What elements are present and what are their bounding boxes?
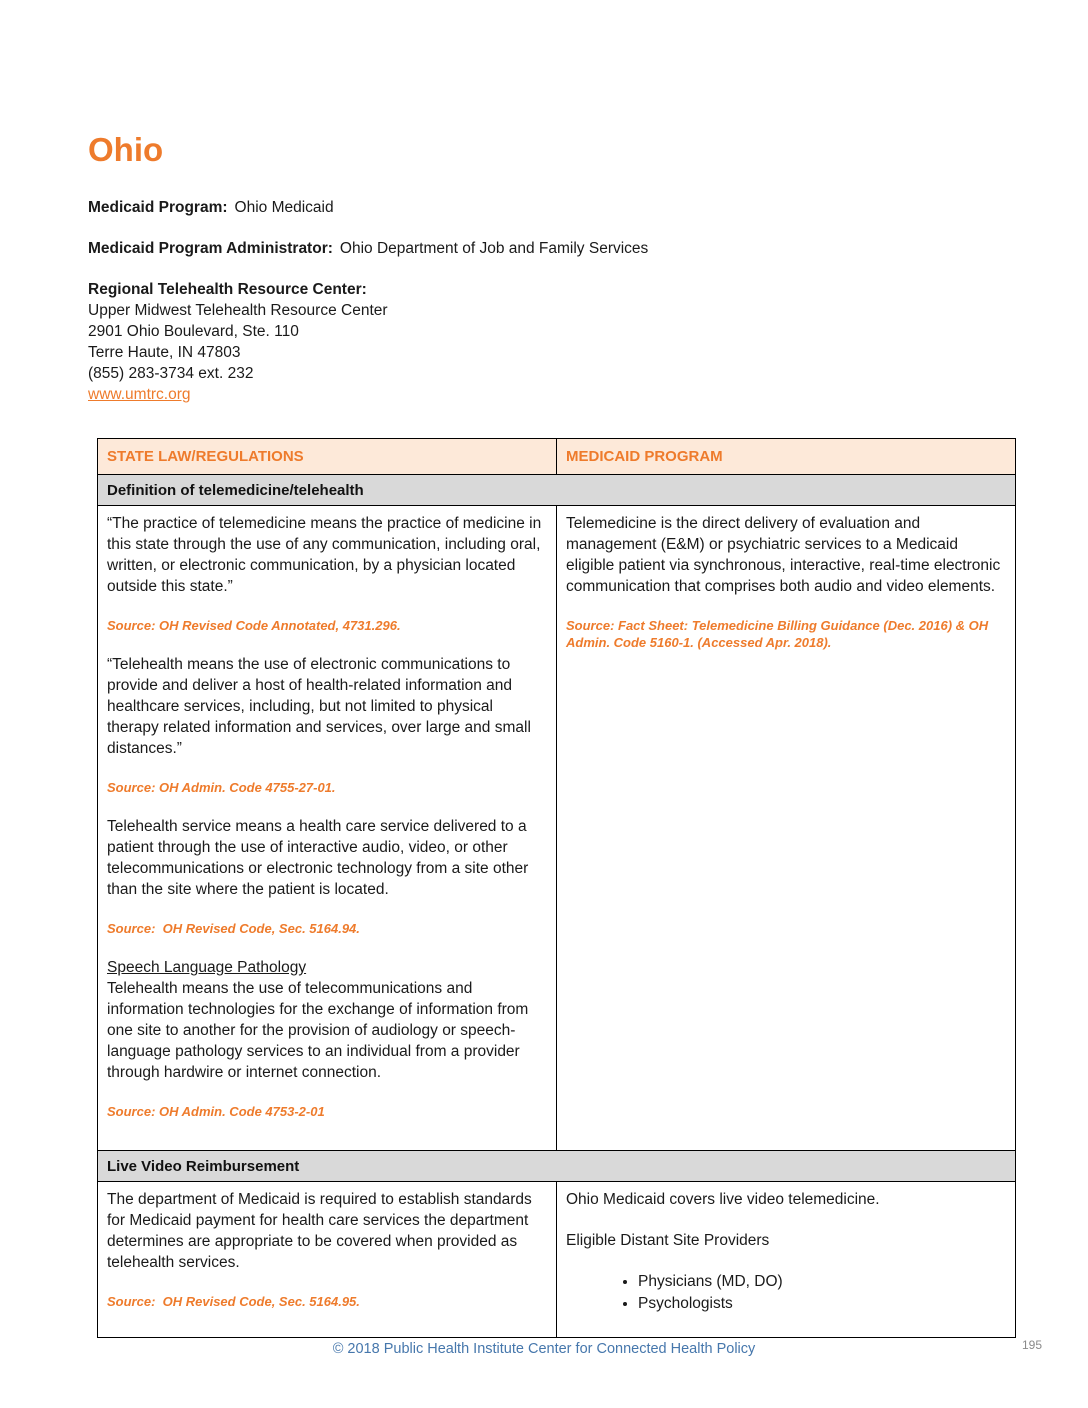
source-citation: Source: OH Revised Code Annotated, 4731.296. bbox=[107, 618, 401, 633]
live-video-state-law-cell bbox=[98, 1182, 557, 1338]
umtrc-link[interactable]: www.umtrc.org bbox=[88, 386, 191, 403]
paragraph: Ohio Medicaid covers live video telemedicine. bbox=[566, 1191, 880, 1208]
medicaid-program-label: Medicaid Program: bbox=[88, 199, 228, 216]
resource-center-phone: (855) 283-3734 ext. 232 bbox=[88, 365, 254, 382]
table-row bbox=[98, 1182, 1016, 1338]
page-title: Ohio bbox=[88, 131, 164, 168]
medicaid-program-value: Ohio Medicaid bbox=[234, 199, 334, 216]
resource-center-block bbox=[88, 279, 1016, 405]
paragraph: Telehealth means the use of telecommunications and information technologies for the exchange of information from one site to another for the provision of audiology or speech-language pathology services to an individual from a provider through hardwire or internet connection. bbox=[107, 980, 529, 1081]
col-header-state-law: STATE LAW/REGULATIONS bbox=[98, 439, 557, 475]
page-footer bbox=[0, 1340, 1088, 1364]
page-number: 195 bbox=[1021, 1338, 1042, 1352]
section-row-live-video bbox=[98, 1151, 1016, 1182]
medicaid-program-line bbox=[88, 197, 1016, 218]
resource-center-address-line2: Terre Haute, IN 47803 bbox=[88, 344, 241, 361]
paragraph: “The practice of telemedicine means the practice of medicine in this state through the use of any communication, including oral, written, or electronic communication, by a physician located outside this state.” bbox=[107, 515, 542, 595]
administrator-value: Ohio Department of Job and Family Services bbox=[339, 240, 649, 257]
source-citation: Source: OH Admin. Code 4755-27-01. bbox=[107, 780, 336, 795]
source-citation: Source: OH Revised Code, Sec. 5164.94. bbox=[107, 921, 360, 936]
source-citation: Source: OH Revised Code, Sec. 5164.95. bbox=[107, 1294, 360, 1309]
list-item: • Physicians (MD, DO) bbox=[638, 1271, 1005, 1293]
source-citation: Source: OH Admin. Code 4753-2-01 bbox=[107, 1104, 325, 1119]
section-title-definition: Definition of telemedicine/telehealth bbox=[98, 475, 1016, 506]
section-title-live-video: Live Video Reimbursement bbox=[98, 1151, 1016, 1182]
resource-center-name: Upper Midwest Telehealth Resource Center bbox=[88, 302, 388, 319]
resource-center-address-line1: 2901 Ohio Boulevard, Ste. 110 bbox=[88, 323, 299, 340]
live-video-medicaid-cell bbox=[557, 1182, 1016, 1338]
paragraph: Telehealth service means a health care service delivered to a patient through the use of interactive audio, video, or other telecommunications or electronic technology from a site other than the site where the patient is located. bbox=[107, 818, 529, 898]
administrator-label: Medicaid Program Administrator: bbox=[88, 240, 333, 257]
section-row-definition bbox=[98, 475, 1016, 506]
definition-state-law-cell bbox=[98, 506, 557, 1151]
paragraph: The department of Medicaid is required to establish standards for Medicaid payment for health care services the department determines are appropriate to be covered when provided as telehealth services. bbox=[107, 1191, 532, 1271]
paragraph: “Telehealth means the use of electronic communications to provide and deliver a host of health-related information and healthcare services, including, but not limited to physical therapy related information and services, over large and small distances.” bbox=[107, 656, 531, 757]
paragraph: Eligible Distant Site Providers bbox=[566, 1232, 770, 1249]
table-header-row bbox=[98, 439, 1016, 475]
definition-medicaid-cell bbox=[557, 506, 1016, 1151]
table-row bbox=[98, 506, 1016, 1151]
resource-center-label: Regional Telehealth Resource Center: bbox=[88, 281, 367, 298]
list-item: • Psychologists bbox=[638, 1293, 1005, 1315]
footer-copyright: © 2018 Public Health Institute Center for Connected Health Policy bbox=[332, 1341, 756, 1357]
administrator-line bbox=[88, 238, 1016, 259]
col-header-medicaid-program: MEDICAID PROGRAM bbox=[557, 439, 1016, 475]
speech-language-pathology-heading: Speech Language Pathology bbox=[107, 959, 307, 976]
eligible-providers-list bbox=[566, 1271, 1005, 1315]
paragraph: Telemedicine is the direct delivery of evaluation and management (E&M) or psychiatric services to a Medicaid eligible patient via synchronous, interactive, real-time electronic communication that comprises both audio and video elements. bbox=[566, 515, 1001, 595]
source-citation: Source: Fact Sheet: Telemedicine Billing Guidance (Dec. 2016) & OH Admin. Code 5160-1. (Accessed Apr. 2018). bbox=[566, 618, 992, 650]
policy-table bbox=[97, 438, 1016, 1338]
